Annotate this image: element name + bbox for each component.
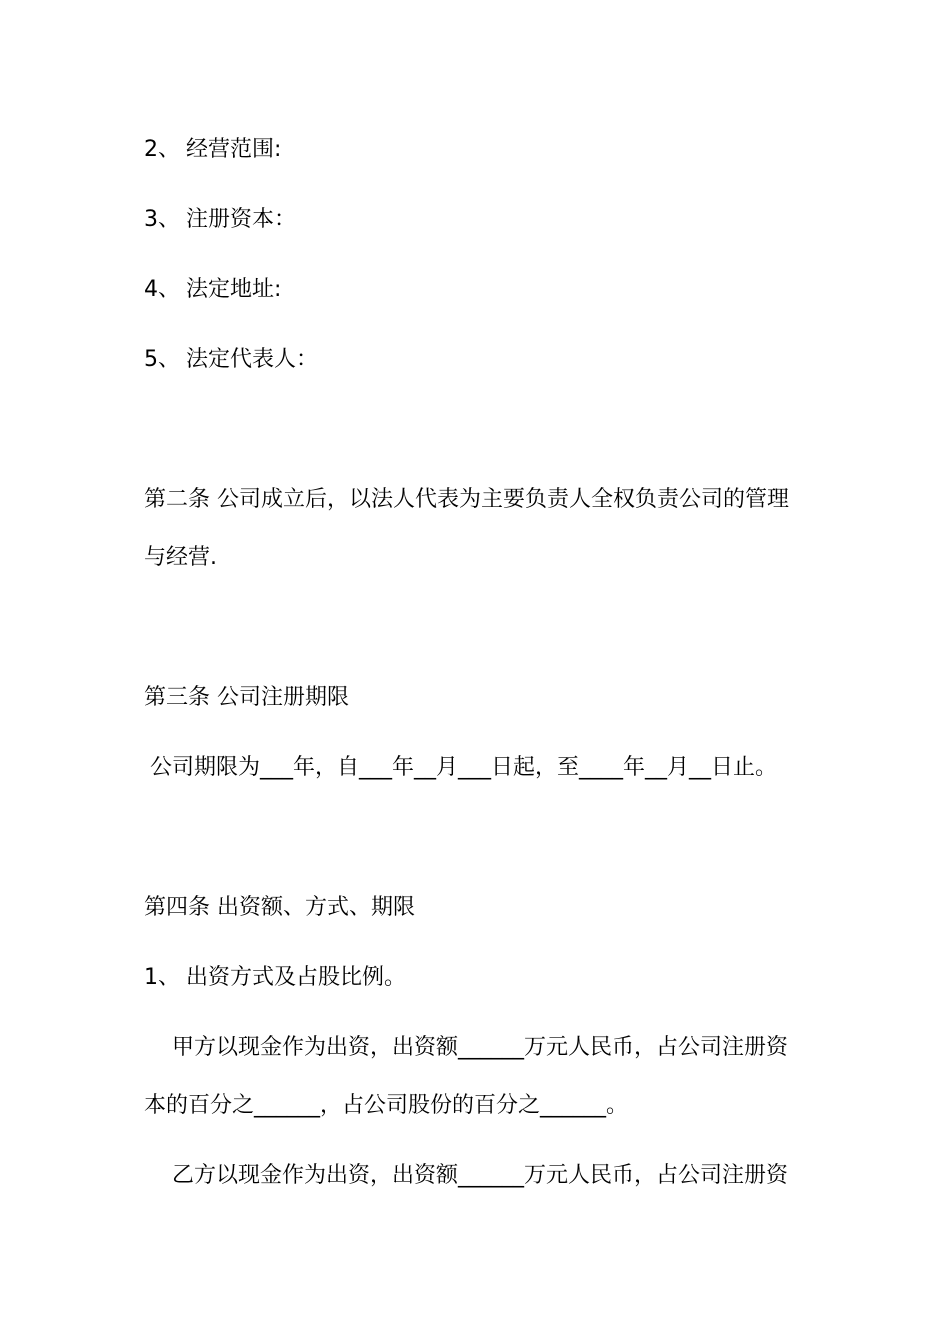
article2-line1: 第二条 公司成立后，以法人代表为主要负责人全权负责公司的管理 <box>144 487 789 512</box>
item-number: 3、 <box>144 207 180 232</box>
item-label: 注册资本： <box>186 207 297 232</box>
item-business-scope <box>144 135 281 165</box>
article2-line2: 与经营. <box>144 545 217 570</box>
article4-title: 第四条 出资额、方式、期限 <box>144 895 415 920</box>
item-legal-representative <box>144 345 318 375</box>
item-label: 经营范围: <box>186 137 282 162</box>
article3-text: 公司期限为___年，自___年__月___日起，至____年__月__日止。 <box>150 755 778 780</box>
item-number: 5、 <box>144 347 180 372</box>
article3-title: 第三条 公司注册期限 <box>144 685 349 710</box>
item-label: 法定代表人： <box>186 347 319 372</box>
party-a-line1: 甲方以现金作为出资，出资额______万元人民币，占公司注册资 <box>172 1035 789 1060</box>
item-label: 出资方式及占股比例。 <box>186 965 407 990</box>
item-number: 1、 <box>144 965 180 990</box>
party-a-line2: 本的百分之______，占公司股份的百分之______。 <box>144 1093 629 1118</box>
party-b-line1: 乙方以现金作为出资，出资额______万元人民币，占公司注册资 <box>172 1163 789 1188</box>
item-legal-address <box>144 275 281 305</box>
item-registered-capital <box>144 205 296 235</box>
article4-item1 <box>144 963 406 993</box>
item-number: 2、 <box>144 137 180 162</box>
item-label: 法定地址: <box>186 277 282 302</box>
item-number: 4、 <box>144 277 180 302</box>
